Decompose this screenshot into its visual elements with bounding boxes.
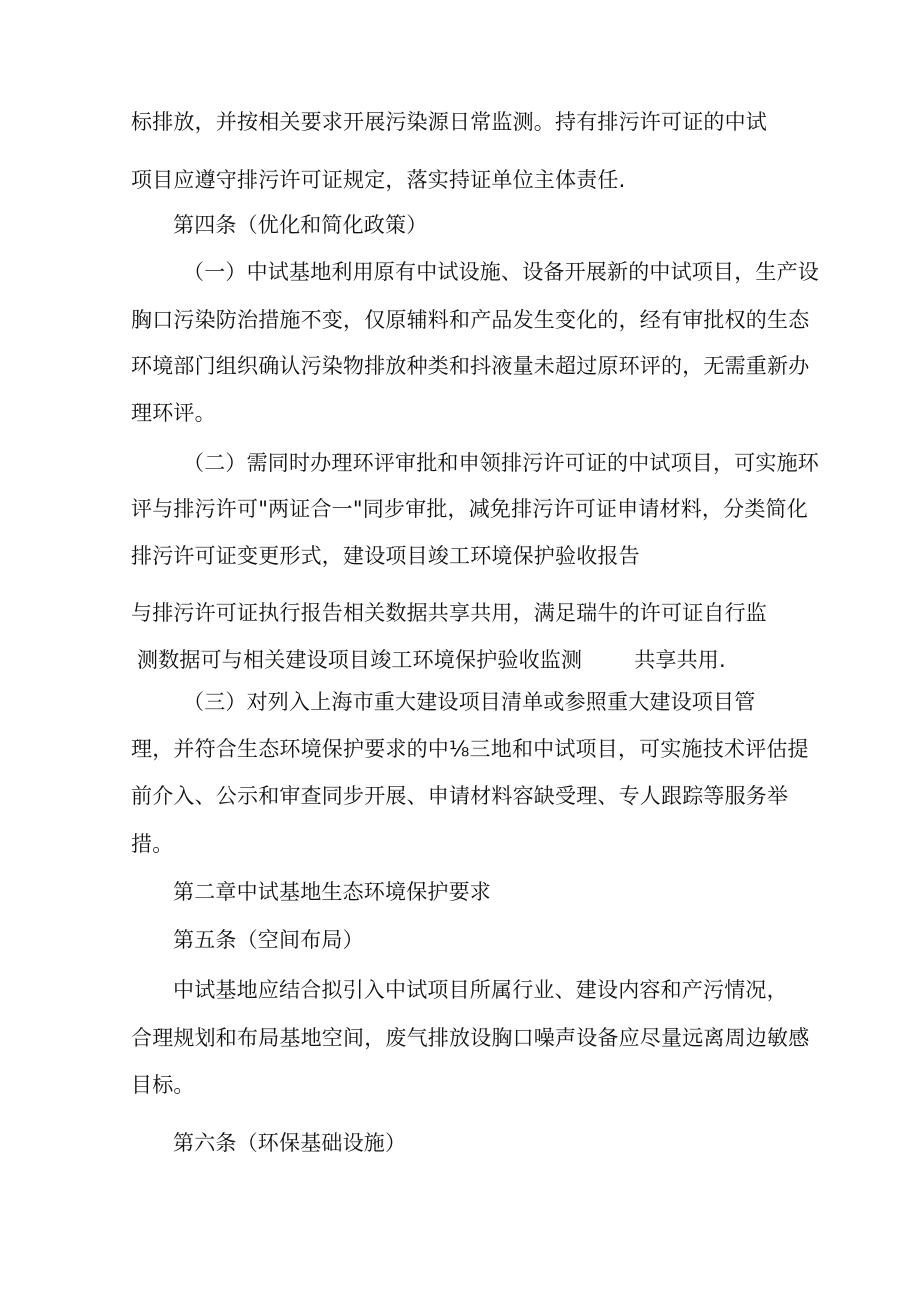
chapter-heading: 第二章中试基地生态环境保护要求 (173, 880, 491, 904)
text-line: （二）需同时办理环评审批和申领排污许可证的中试项目，可实施环 (183, 451, 819, 475)
text-line: 评与排污许可"两证合一"同步审批，减免排污许可证申请材料，分类简化 (131, 497, 808, 521)
text-line: 合理规划和布局基地空间，废气排放设胸口噪声设备应尽量远离周边敏感 (131, 1026, 810, 1050)
text-segment: 测数据可与相关建设项目竣工环境保护验收监测 (137, 648, 583, 672)
text-line: 理环评。 (131, 401, 216, 425)
text-line: 排污许可证变更形式，建设项目竣工环境保护验收报告 (131, 544, 640, 568)
text-segment: 共享共用. (634, 648, 726, 672)
text-line: 理，并符合生态环境保护要求的中⅛三地和中试项目，可实施技术评估提 (131, 737, 809, 761)
text-line: （三）对列入上海市重大建设项目清单或参照重大建设项目管 (183, 690, 756, 714)
text-line: 与排污许可证执行报告相关数据共享共用，满足瑞牛的许可证自行监 (131, 601, 767, 625)
text-line: 项目应遵守排污许可证规定，落实持证单位主体责任. (131, 168, 626, 192)
text-line: 胸口污染防治措施不变，仅原辅料和产品发生变化的，经有审批权的生态 (131, 308, 810, 332)
text-line: 中试基地应结合拟引入中试项目所属行业、建设内容和产污情况， (173, 978, 788, 1002)
section-heading: 第六条（环保基础设施） (173, 1131, 407, 1155)
text-line: 前介入、公示和审查同步开展、申请材料容缺受理、专人跟踪等服务举 (131, 784, 789, 808)
text-line: 环境部门组织确认污染物排放种类和抖液量未超过原环评的，无需重新办 (131, 354, 810, 378)
text-line: 标排放，并按相关要求开展污染源日常监测。持有排污许可证的中试 (131, 110, 767, 134)
text-line: （一）中试基地利用原有中试设施、设备开展新的中试项目，生产设 (183, 260, 819, 284)
section-heading: 第四条（优化和简化政策） (173, 213, 428, 237)
section-heading: 第五条（空间布局） (173, 928, 364, 952)
text-line (137, 646, 726, 674)
text-line: 目标。 (131, 1073, 195, 1097)
text-line: 措。 (131, 832, 174, 856)
